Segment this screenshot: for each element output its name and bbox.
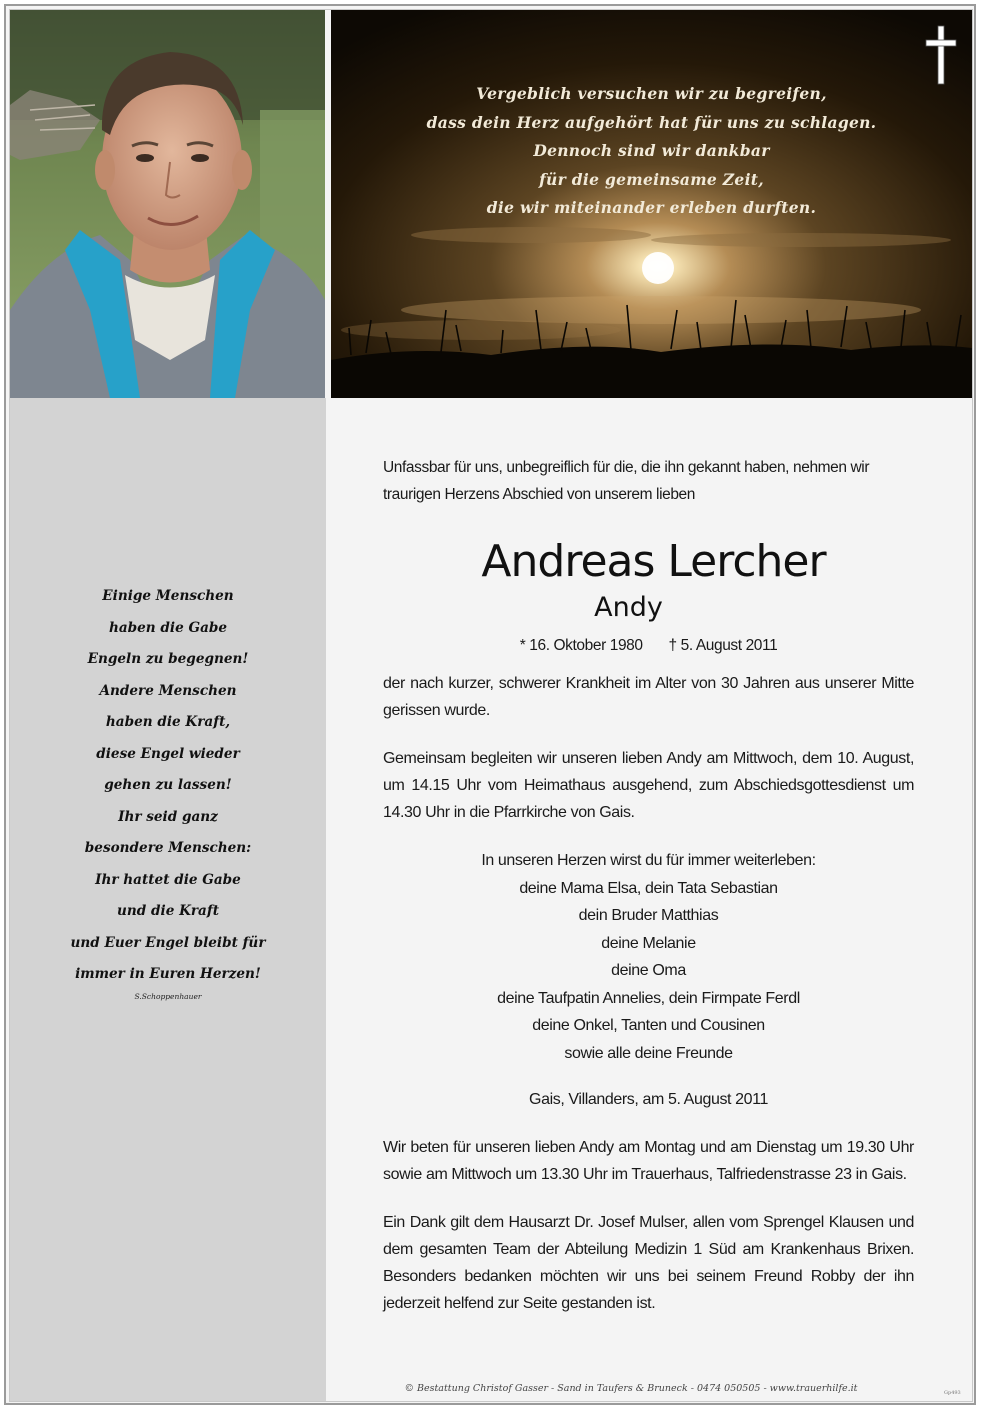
footer-code: Gp493	[944, 1390, 961, 1396]
list-item: deine Oma	[611, 962, 686, 979]
poem-line: Einige Menschen	[102, 588, 234, 604]
poem-line: immer in Euren Herzen!	[75, 966, 261, 982]
list-item: sowie alle deine Freunde	[564, 1044, 733, 1062]
list-item: deine Taufpatin Annelies, dein Firmpate Ferdl	[497, 989, 800, 1007]
sunset-banner	[331, 10, 972, 398]
list-item: deine Onkel, Tanten und Cousinen	[532, 1017, 765, 1034]
quote-line: die wir miteinander erleben durften.	[486, 198, 817, 217]
quote-line: dass dein Herz aufgehört hat für uns zu schlagen.	[426, 112, 877, 132]
poem	[10, 581, 326, 991]
poem-line: und Euer Engel bleibt für	[70, 934, 266, 951]
birth-date: 16. Oktober 1980	[529, 637, 643, 654]
cross-icon	[924, 24, 958, 86]
quote-line: für die gemeinsame Zeit,	[539, 169, 764, 189]
poem-line: gehen zu lassen!	[104, 777, 232, 793]
poem-line: und die Kraft	[117, 903, 219, 919]
poem-line: haben die Gabe	[108, 619, 228, 636]
footer-credit: © Bestattung Christof Gasser - Sand in Taufers & Bruneck - 0474 050505 - www.trauerhilfe.it	[404, 1383, 858, 1394]
life-dates	[383, 634, 914, 658]
illness-paragraph: der nach kurzer, schwerer Krankheit im Alter von 30 Jahren aus unserer Mitte gerissen wurde.	[383, 675, 914, 719]
poem-author: S.Schoppenhauer	[134, 992, 202, 1001]
funeral-paragraph: Gemeinsam begleiten wir unseren lieben Andy am Mittwoch, dem 10. August, um 14.15 Uhr vom Heimathaus ausgehend, zum Abschiedsgottesdienst um 14.30 Uhr in die Pfarrkirche von Gais.	[383, 750, 914, 821]
quote-line: Dennoch sind wir dankbar	[533, 141, 770, 160]
intro-paragraph: Unfassbar für uns, unbegreiflich für die, die ihn gekannt haben, nehmen wir traurigen Herzens Abschied von unserem lieben	[383, 459, 870, 503]
portrait-photo	[10, 10, 325, 398]
mourners-list	[383, 847, 914, 1067]
banner-quote	[361, 80, 942, 223]
poem-line: besondere Menschen:	[84, 840, 252, 856]
obituary-text	[383, 454, 914, 1317]
deceased-name: Andreas Lercher	[481, 536, 826, 587]
quote-line: Vergeblich versuchen wir zu begreifen,	[476, 84, 827, 103]
born-symbol: *	[519, 637, 526, 654]
list-item: In unseren Herzen wirst du für immer weiterleben:	[481, 852, 816, 869]
poem-panel	[10, 398, 326, 1401]
list-item: deine Melanie	[601, 934, 696, 952]
poem-line: Engeln zu begegnen!	[87, 651, 249, 667]
thanks-paragraph: Ein Dank gilt dem Hausarzt Dr. Josef Mulser, allen vom Sprengel Klausen und dem gesamten Team der Abteilung Medizin 1 Süd am Krankenhaus Brixen. Besonders bedanken möchten wir uns bei seinem Freund Robby der ihn jederzeit helfend zur Seite gestanden ist.	[383, 1214, 914, 1312]
death-date: 5. August 2011	[680, 637, 778, 654]
deceased-nickname: Andy	[594, 592, 663, 623]
list-item: dein Bruder Matthias	[578, 907, 719, 924]
died-symbol: †	[668, 637, 677, 654]
poem-line: diese Engel wieder	[96, 745, 240, 762]
list-item: deine Mama Elsa, dein Tata Sebastian	[519, 879, 778, 897]
poem-line: Ihr seid ganz	[118, 808, 218, 825]
place-date: Gais, Villanders, am 5. August 2011	[529, 1091, 768, 1108]
prayer-paragraph: Wir beten für unseren lieben Andy am Montag und am Dienstag um 19.30 Uhr sowie am Mittwoch um 13.30 Uhr im Trauerhaus, Talfriedenstrasse 23 in Gais.	[383, 1139, 914, 1183]
poem-line: haben die Kraft,	[105, 714, 231, 730]
poem-line: Andere Menschen	[99, 682, 237, 699]
poem-line: Ihr hattet die Gabe	[95, 871, 241, 888]
